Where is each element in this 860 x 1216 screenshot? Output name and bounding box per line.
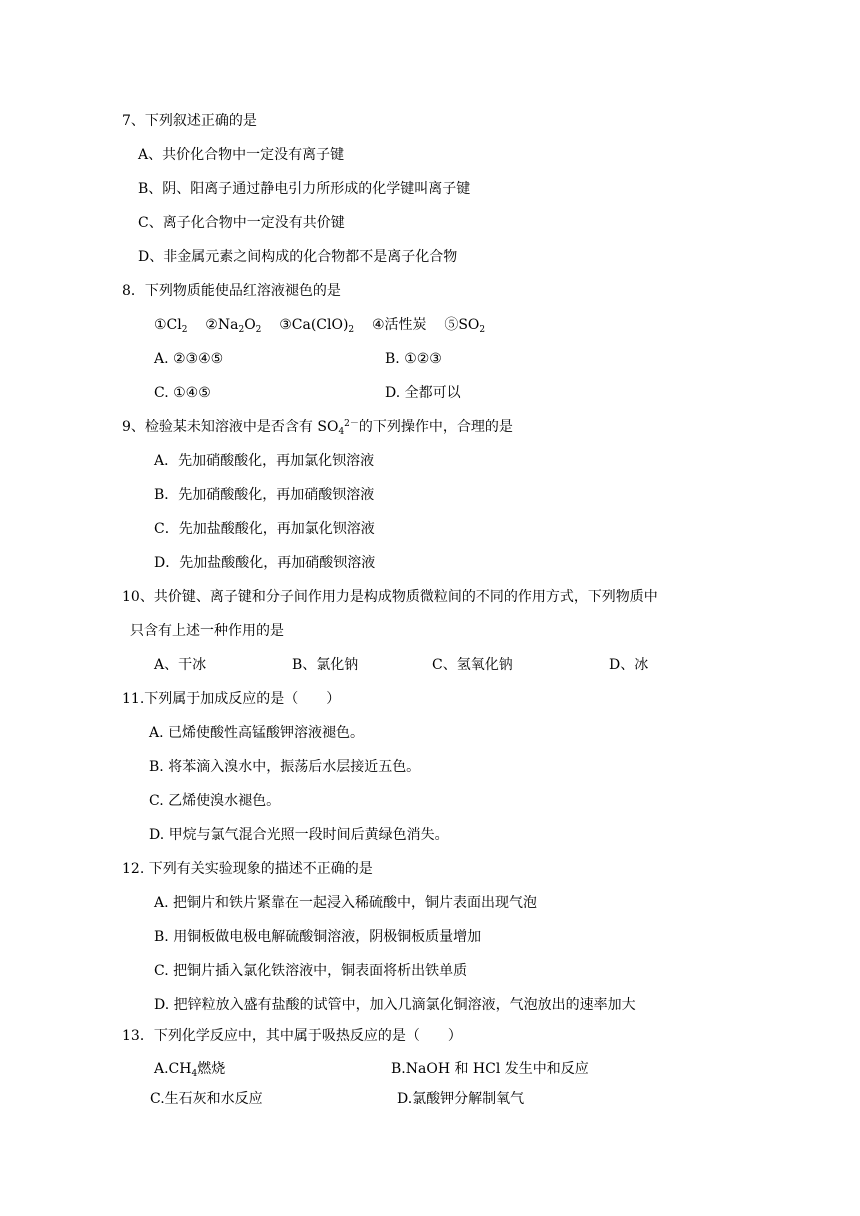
- q10-option-a: A、干冰: [154, 657, 207, 673]
- q8-item-5: $⑤SO_2$: [444, 317, 486, 335]
- q9-option-d: D．先加盐酸酸化，再加硝酸钡溶液: [154, 555, 376, 571]
- q12-option-b: B. 用铜板做电极电解硫酸铜溶液，阴极铜板质量增加: [154, 929, 482, 945]
- q12-stem: 12. 下列有关实验现象的描述不正确的是: [122, 861, 373, 877]
- q12-option-c: C. 把铜片插入氯化铁溶液中，铜表面将析出铁单质: [154, 963, 468, 979]
- q9-option-a: A．先加硝酸酸化，再加氯化钡溶液: [154, 453, 375, 469]
- q8-option-b: B. ①②③: [385, 351, 442, 367]
- q8-item-4: ④活性炭: [371, 317, 427, 333]
- q11-option-c: C. 乙烯使溴水褪色。: [149, 793, 281, 809]
- q8-option-a: A. ②③④⑤: [154, 351, 224, 367]
- q10-stem-line1: 10、共价键、离子键和分子间作用力是构成物质微粒间的不同的作用方式，下列物质中: [122, 589, 658, 605]
- q13-option-b: B.NaOH 和 HCl 发生中和反应: [391, 1061, 589, 1077]
- q8-substances: [154, 315, 485, 335]
- q10-stem-line2: 只含有上述一种作用的是: [130, 623, 284, 639]
- q7-option-c: C、离子化合物中一定没有共价键: [138, 215, 345, 231]
- q9-stem: 9、检验某未知溶液中是否含有 $SO_4^{2-}$的下列操作中，合理的是: [122, 419, 513, 437]
- q7-option-a: A、共价化合物中一定没有离子键: [138, 147, 345, 163]
- q13-stem: 13．下列化学反应中，其中属于吸热反应的是（ ）: [122, 1028, 462, 1044]
- q8-option-d: D. 全都可以: [385, 385, 461, 401]
- q10-option-c: C、氢氧化钠: [432, 657, 513, 673]
- q13-option-c: C.生石灰和水反应: [150, 1091, 263, 1107]
- q11-option-a: A. 已烯使酸性高锰酸钾溶液褪色。: [149, 725, 365, 741]
- q7-option-d: D、非金属元素之间构成的化合物都不是离子化合物: [138, 249, 458, 265]
- q10-option-d: D、冰: [609, 657, 649, 673]
- q8-item-2: $②Na_2O_2$: [205, 317, 262, 335]
- q11-option-b: B. 将苯滴入溴水中，振荡后水层接近五色。: [149, 759, 421, 775]
- q8-item-1: $①Cl_2$: [154, 317, 188, 335]
- q8-item-3: $③Ca(ClO)_2$: [279, 317, 355, 335]
- q9-option-c: C．先加盐酸酸化，再加氯化钡溶液: [154, 521, 375, 537]
- q12-option-d: D. 把锌粒放入盛有盐酸的试管中，加入几滴氯化铜溶液，气泡放出的速率加大: [154, 997, 636, 1013]
- q9-option-b: B．先加硝酸酸化，再加硝酸钡溶液: [154, 487, 375, 503]
- q11-option-d: D. 甲烷与氯气混合光照一段时间后黄绿色消失。: [149, 827, 449, 843]
- q7-stem: 7、下列叙述正确的是: [122, 113, 257, 129]
- q12-option-a: A. 把铜片和铁片紧靠在一起浸入稀硫酸中，铜片表面出现气泡: [154, 895, 538, 911]
- q13-option-d: D.氯酸钾分解制氧气: [397, 1091, 525, 1107]
- q10-option-b: B、氯化钠: [292, 657, 359, 673]
- q7-option-b: B、阴、阳离子通过静电引力所形成的化学键叫离子键: [138, 181, 471, 197]
- q8-option-c: C. ①④⑤: [154, 385, 211, 401]
- q8-stem: 8．下列物质能使品红溶液褪色的是: [122, 283, 341, 299]
- q13-option-a: $A.CH_4$燃烧: [154, 1061, 226, 1079]
- q11-stem: 11.下列属于加成反应的是（ ）: [122, 691, 341, 707]
